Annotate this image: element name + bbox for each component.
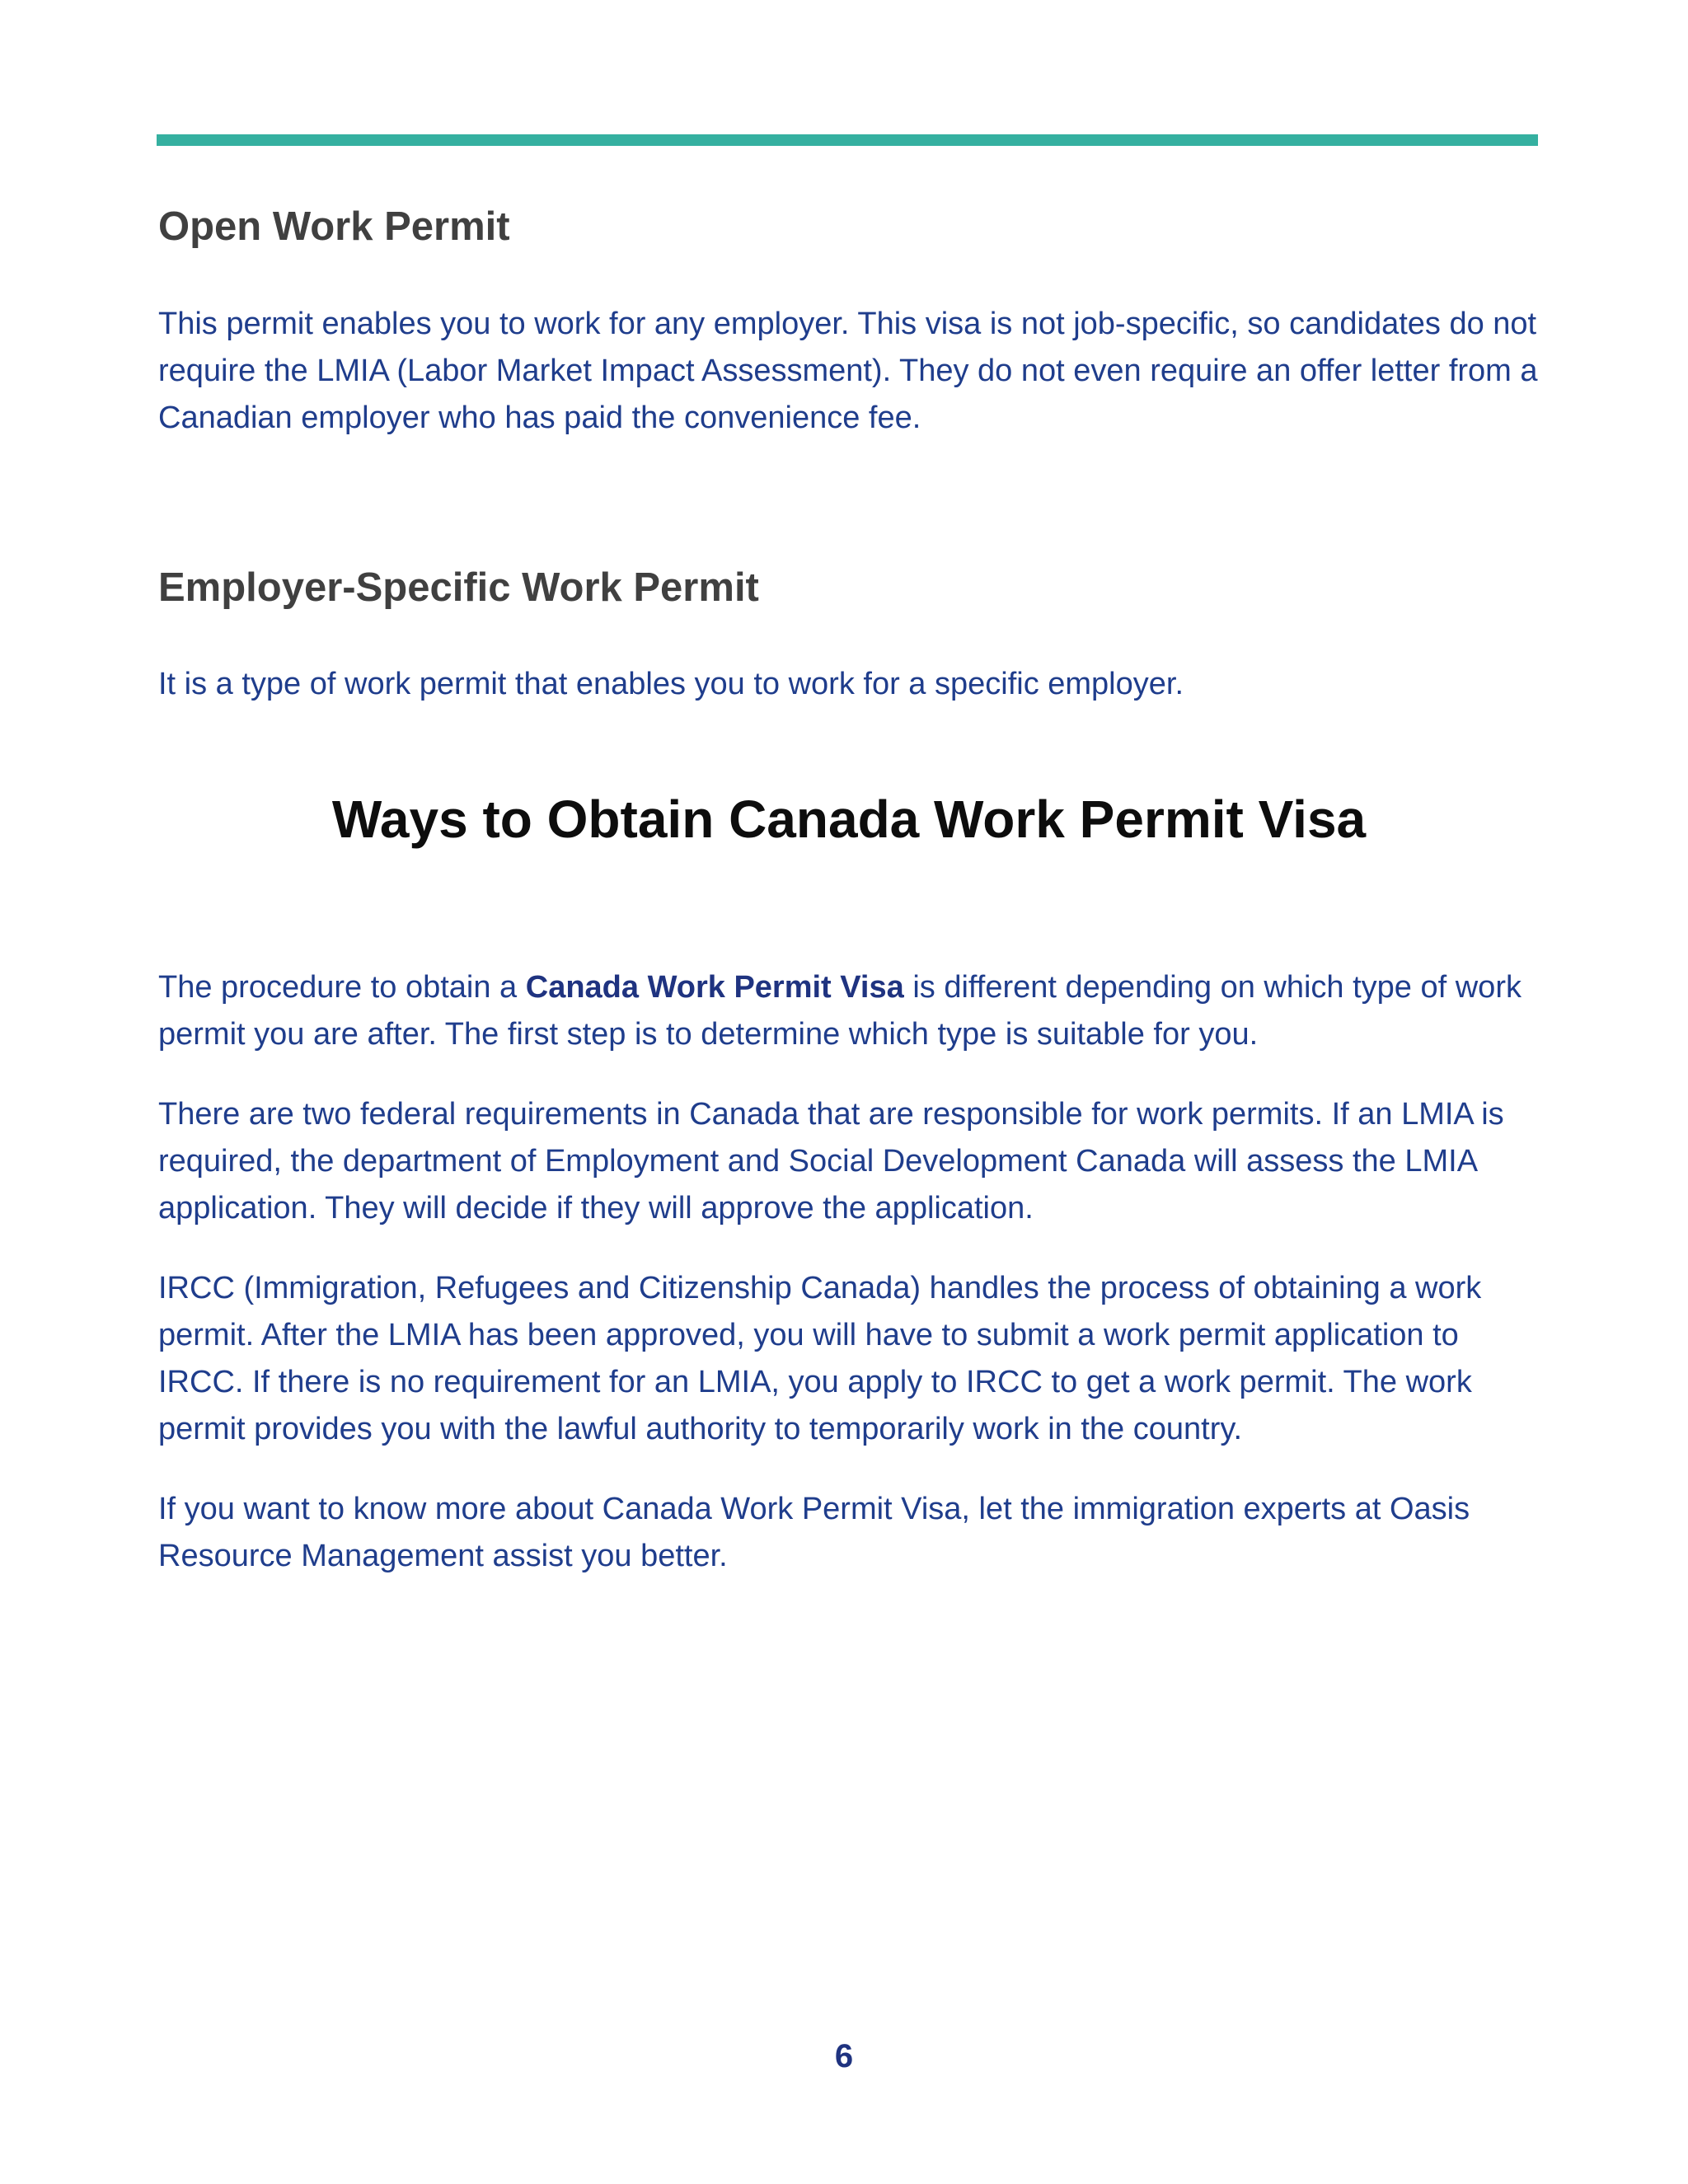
contact-paragraph: If you want to know more about Canada Work Permit Visa, let the immigration experts at Oasis Resource Management assist you better.	[158, 1492, 1470, 1573]
procedure-text-end: is different depending on which type of work permit you are after. The first step is to determine which type is suitable for you.	[158, 970, 1522, 1052]
header-rule	[157, 134, 1538, 146]
page-content	[158, 202, 1540, 1580]
procedure-text-start: The procedure to obtain a	[158, 970, 526, 1005]
page-number: 6	[834, 2038, 854, 2074]
open-work-permit-text: This permit enables you to work for any employer. This visa is not job-specific, so candidates do not require the LMIA (Labor Market Impact Assessment). They do not even require an offer letter from a Canadian employer who has paid the convenience fee.	[158, 307, 1538, 435]
ircc-paragraph: IRCC (Immigration, Refugees and Citizenship Canada) handles the process of obtaining a work permit. After the LMIA has been approved, you will have to submit a work permit application to IRCC. If there is no requirement for an LMIA, you apply to IRCC to get a work permit. The work permit provides you with the lawful authority to temporarily work in the country.	[158, 1271, 1482, 1446]
procedure-text-bold: Canada Work Permit Visa	[525, 970, 904, 1005]
page-title: Ways to Obtain Canada Work Permit Visa	[331, 790, 1367, 849]
federal-requirements-paragraph: There are two federal requirements in Canada that are responsible for work permits. If an LMIA is required, the department of Employment and Social Development Canada will assess the LMIA application. They will decide if they will approve the application.	[158, 1097, 1504, 1226]
section-heading-employer-specific: Employer-Specific Work Permit	[158, 565, 759, 610]
section-heading-open-work-permit: Open Work Permit	[158, 204, 510, 249]
employer-specific-text: It is a type of work permit that enables you to work for a specific employer.	[158, 667, 1184, 701]
procedure-paragraph	[158, 964, 1540, 1058]
